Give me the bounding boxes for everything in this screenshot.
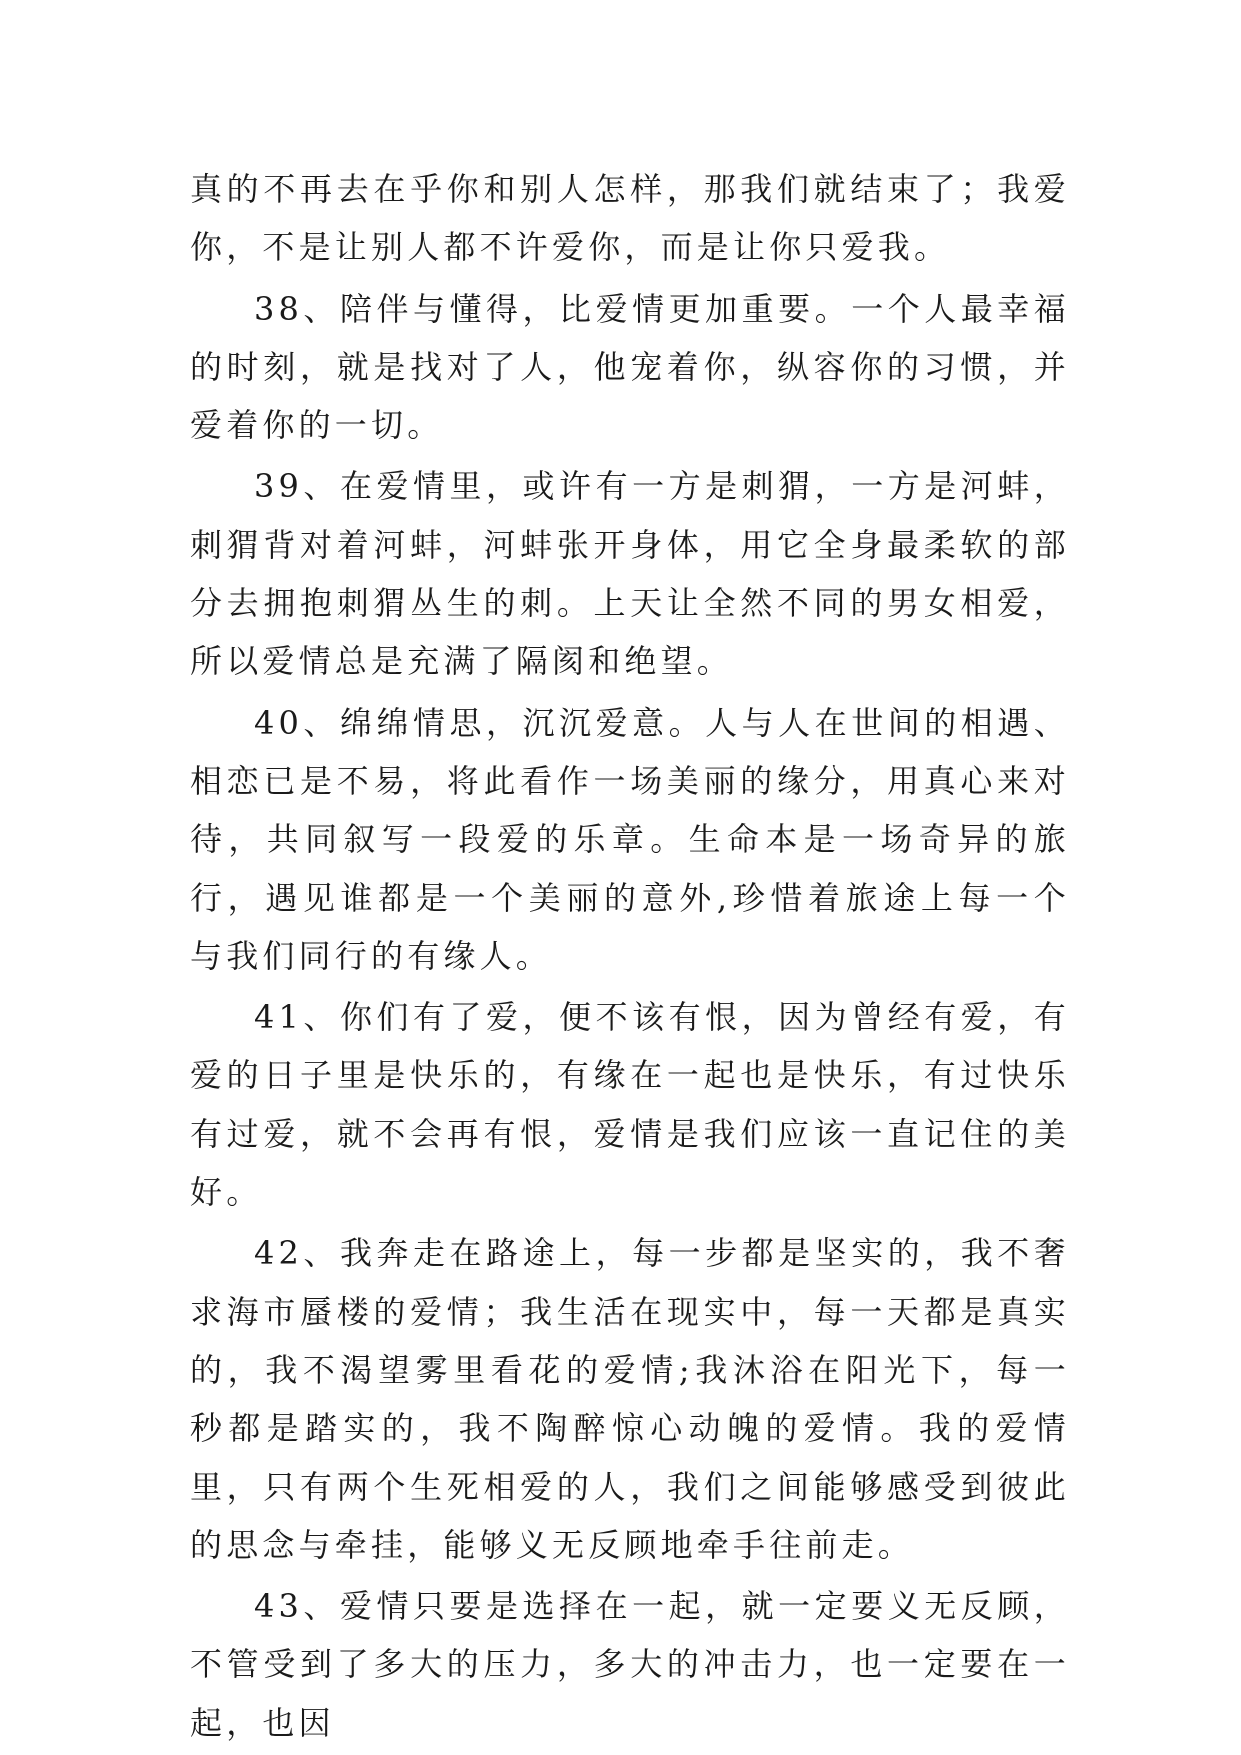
paragraph-42: 42、我奔走在路途上，每一步都是坚实的，我不奢求海市蜃楼的爱情；我生活在现实中，每一天都是真实的，我不渴望雾里看花的爱情;我沐浴在阳光下，每一秒都是踏实的，我不陶醉惊心动魄的爱情。我的爱情里，只有两个生死相爱的人，我们之间能够感受到彼此的思念与牵挂，能够义无反顾地牵手往前走。 — [190, 1234, 1070, 1564]
paragraph-40: 40、绵绵情思，沉沉爱意。人与人在世间的相遇、相恋已是不易，将此看作一场美丽的缘分，用真心来对待，共同叙写一段爱的乐章。生命本是一场奇异的旅行，遇见谁都是一个美丽的意外,珍惜着旅途上每一个与我们同行的有缘人。 — [190, 703, 1070, 975]
document-body — [190, 160, 1070, 1755]
paragraph-continuation: 真的不再去在乎你和别人怎样，那我们就结束了；我爱你，不是让别人都不许爱你，而是让你只爱我。 — [190, 170, 1070, 267]
paragraph-38: 38、陪伴与懂得，比爱情更加重要。一个人最幸福的时刻，就是找对了人，他宠着你，纵容你的习惯，并爱着你的一切。 — [190, 289, 1070, 445]
paragraph-39: 39、在爱情里，或许有一方是刺猬，一方是河蚌，刺猬背对着河蚌，河蚌张开身体，用它全身最柔软的部分去拥抱刺猬丛生的刺。上天让全然不同的男女相爱，所以爱情总是充满了隔阂和绝望。 — [190, 467, 1070, 681]
paragraph-43: 43、爱情只要是选择在一起，就一定要义无反顾，不管受到了多大的压力，多大的冲击力，也一定要在一起，也因 — [190, 1587, 1070, 1742]
paragraph-41: 41、你们有了爱，便不该有恨，因为曾经有爱，有爱的日子里是快乐的，有缘在一起也是快乐，有过快乐有过爱，就不会再有恨，爱情是我们应该一直记住的美好。 — [190, 998, 1070, 1212]
